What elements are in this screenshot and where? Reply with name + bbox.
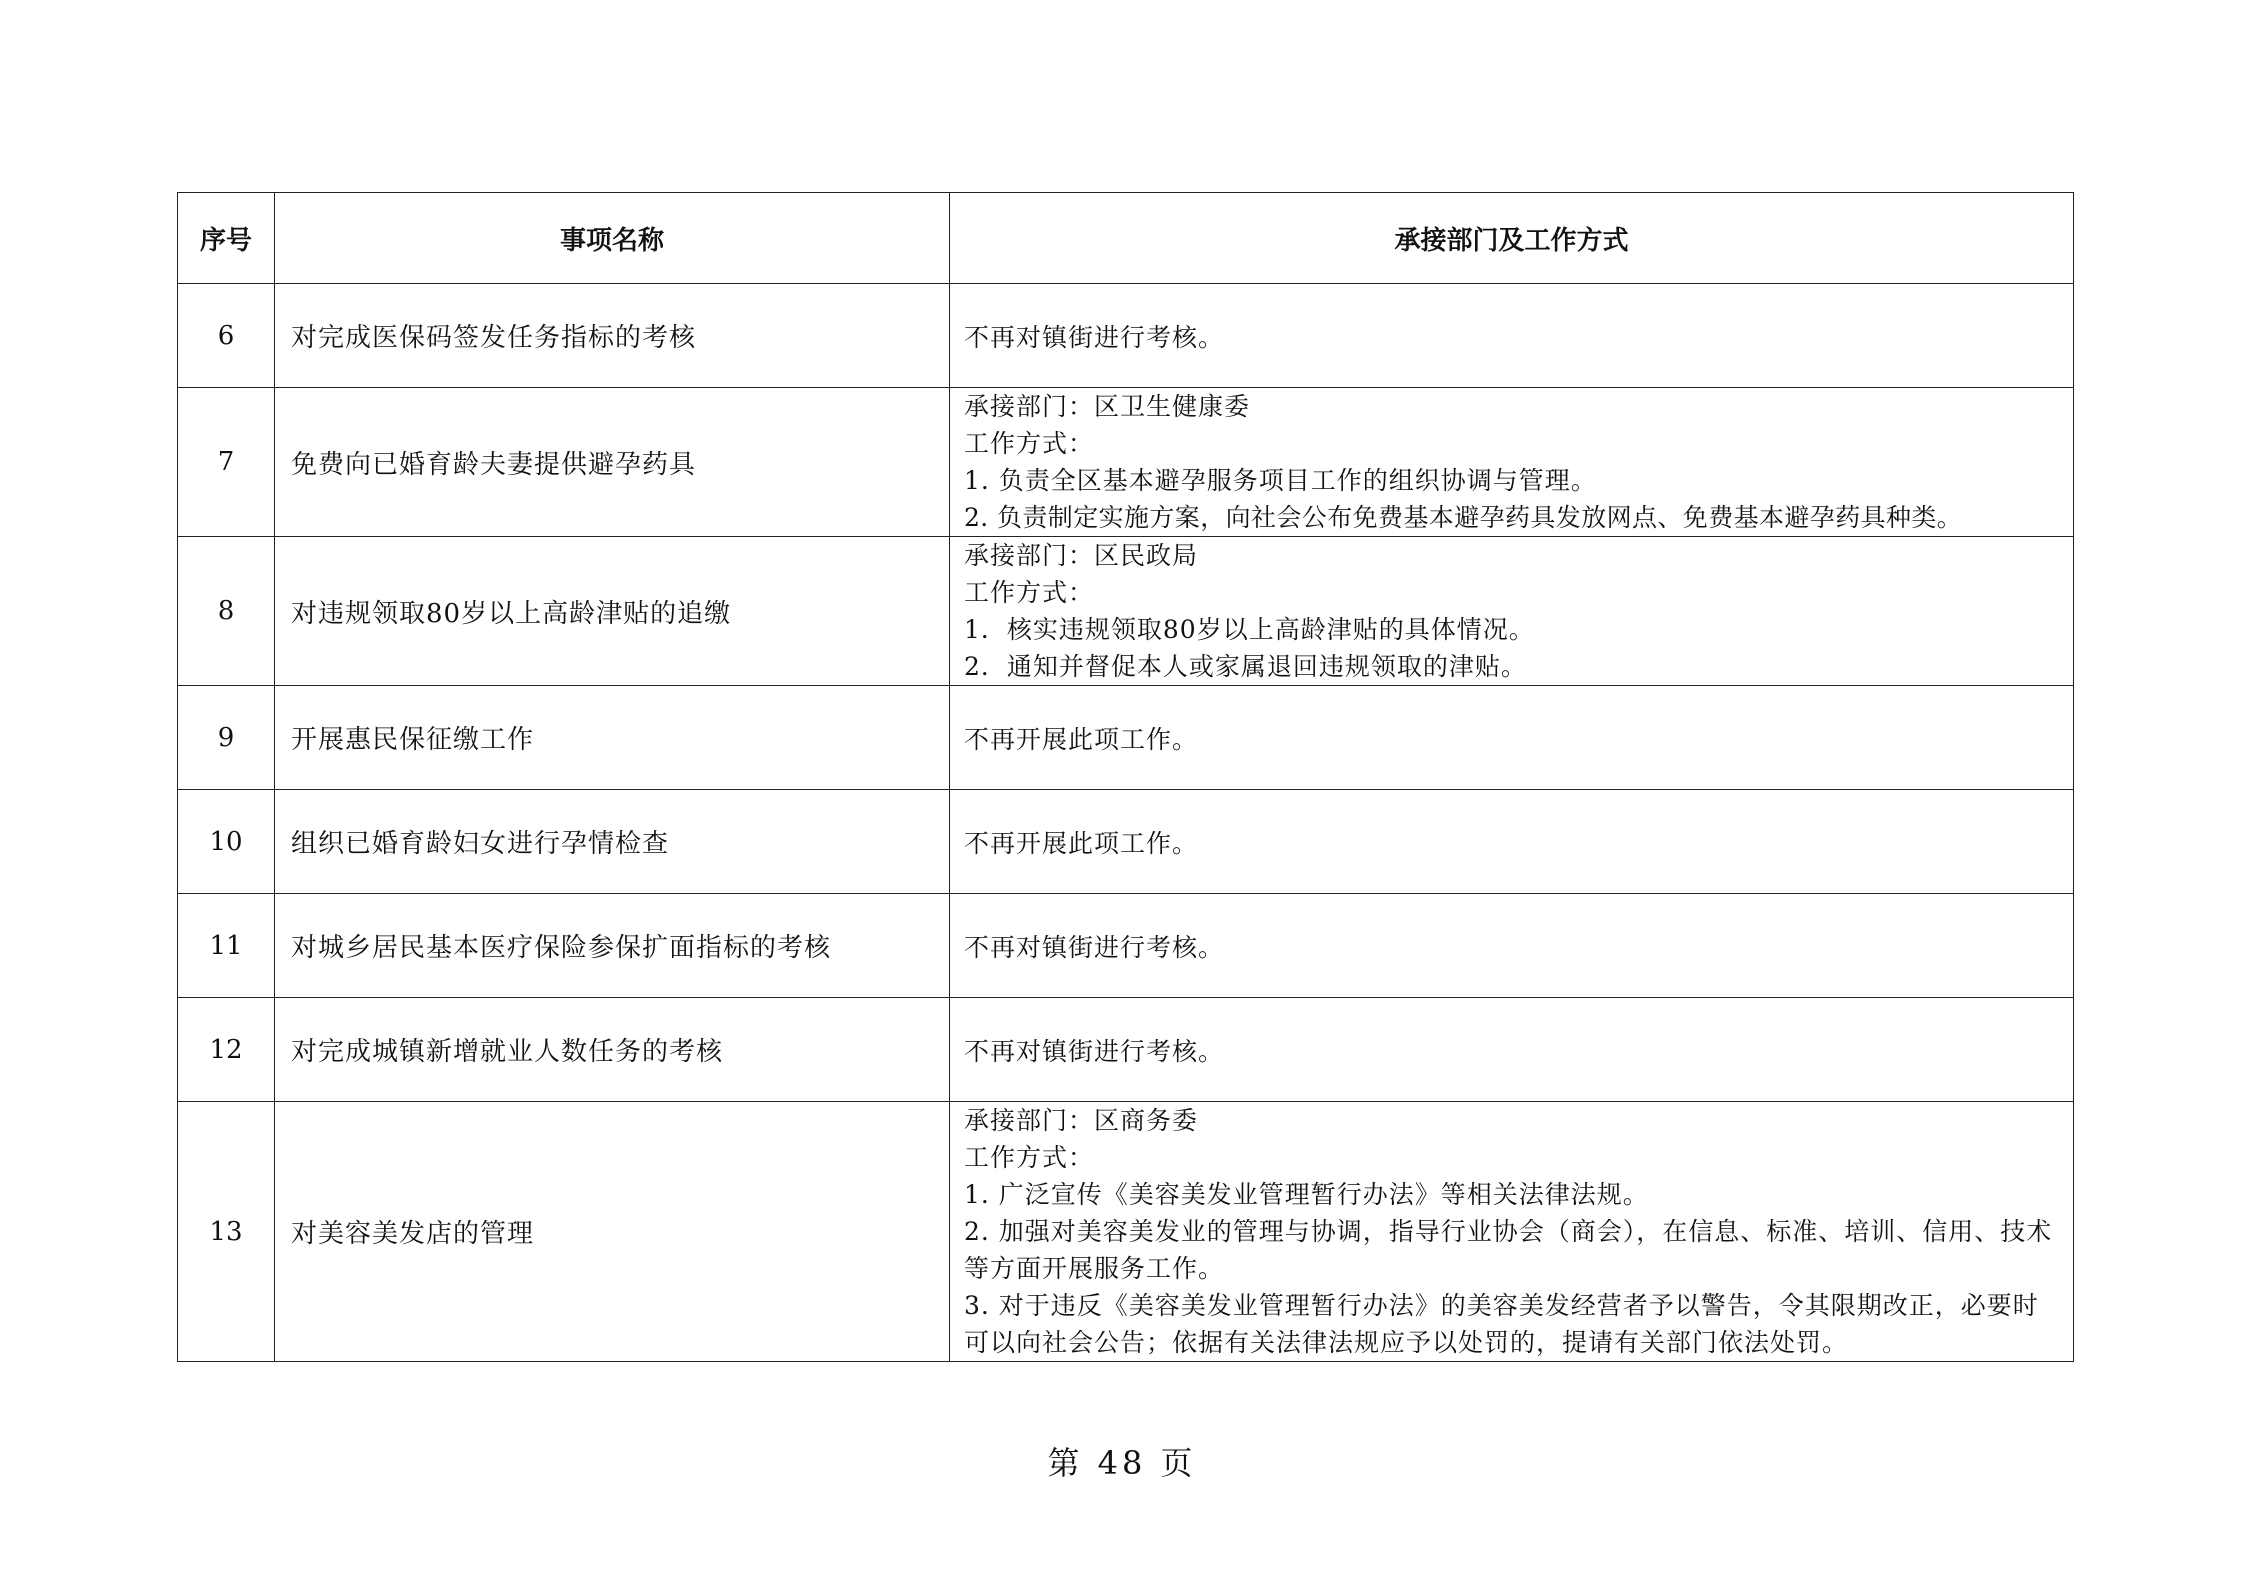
header-department-method: 承接部门及工作方式 [950,193,2074,284]
row-number: 10 [178,790,275,894]
row-number: 11 [178,894,275,998]
table-row [178,1102,2074,1362]
method-line: 不再开展此项工作。 [964,828,1199,858]
method-line: 工作方式： [964,1143,1095,1172]
item-name: 对完成城镇新增就业人数任务的考核 [275,998,950,1102]
table-row [178,686,2074,790]
table-row [178,284,2074,388]
department-method [950,1102,2074,1362]
page-number: 第 48 页 [1047,1444,1197,1482]
table-row [178,388,2074,537]
method-line: 不再对镇街进行考核。 [964,1036,1225,1066]
item-name: 对完成医保码签发任务指标的考核 [275,284,950,388]
method-line: 工作方式： [964,429,1095,458]
item-name: 对城乡居民基本医疗保险参保扩面指标的考核 [275,894,950,998]
method-line: 不再对镇街进行考核。 [964,322,1225,352]
item-name: 免费向已婚育龄夫妻提供避孕药具 [275,388,950,537]
table-row [178,894,2074,998]
department-method [950,537,2074,686]
table-row [178,790,2074,894]
method-line: 不再对镇街进行考核。 [964,932,1225,962]
department-method [950,284,2074,388]
method-line: 1．核实违规领取80岁以上高龄津贴的具体情况。 [964,615,1535,644]
table-row [178,998,2074,1102]
method-line: 工作方式： [964,578,1095,607]
department-method [950,686,2074,790]
item-name: 对美容美发店的管理 [275,1102,950,1362]
department-method [950,998,2074,1102]
item-name: 对违规领取80岁以上高龄津贴的追缴 [275,537,950,686]
method-line: 1. 广泛宣传《美容美发业管理暂行办法》等相关法律法规。 [964,1180,1649,1209]
method-line: 2. 负责制定实施方案，向社会公布免费基本避孕药具发放网点、免费基本避孕药具种类。 [964,503,1963,532]
method-line: 3. 对于违反《美容美发业管理暂行办法》的美容美发经营者予以警告，令其限期改正，必要时可以向社会公告；依据有关法律法规应予以处罚的，提请有关部门依法处罚。 [964,1291,2039,1357]
header-item-name: 事项名称 [275,193,950,284]
method-line: 承接部门：区商务委 [964,1106,1199,1135]
row-number: 9 [178,686,275,790]
matters-table [177,192,2074,1362]
method-line: 承接部门：区民政局 [964,541,1199,570]
item-name: 组织已婚育龄妇女进行孕情检查 [275,790,950,894]
department-method [950,388,2074,537]
method-line: 2. 加强对美容美发业的管理与协调，指导行业协会（商会），在信息、标准、培训、信用、技术等方面开展服务工作。 [964,1217,2053,1283]
row-number: 13 [178,1102,275,1362]
row-number: 12 [178,998,275,1102]
department-method [950,894,2074,998]
method-line: 2．通知并督促本人或家属退回违规领取的津贴。 [964,652,1527,681]
method-line: 不再开展此项工作。 [964,724,1199,754]
header-serial-number: 序号 [178,193,275,284]
table-header-row [178,193,2074,284]
row-number: 7 [178,388,275,537]
item-name: 开展惠民保征缴工作 [275,686,950,790]
table-row [178,537,2074,686]
row-number: 8 [178,537,275,686]
row-number: 6 [178,284,275,388]
method-line: 承接部门：区卫生健康委 [964,392,1251,421]
department-method [950,790,2074,894]
method-line: 1. 负责全区基本避孕服务项目工作的组织协调与管理。 [964,466,1597,495]
